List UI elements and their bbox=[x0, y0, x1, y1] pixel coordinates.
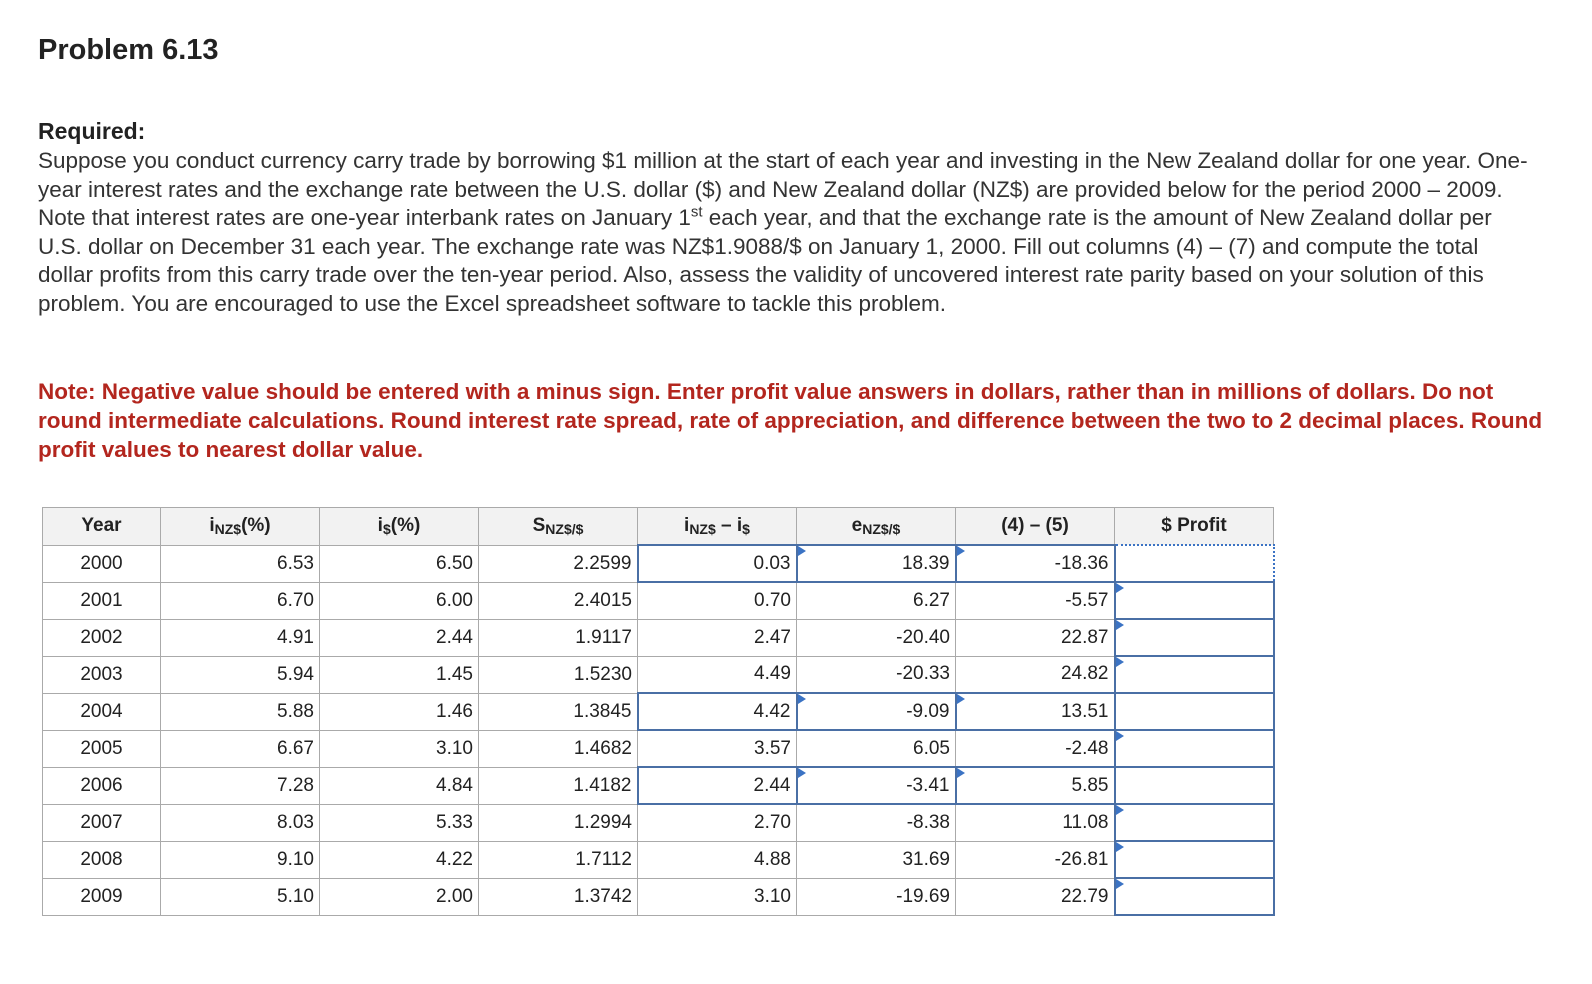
i-us-cell: 1.46 bbox=[320, 693, 479, 730]
difference-cell: 22.79 bbox=[956, 878, 1115, 915]
i-nz-cell: 5.94 bbox=[161, 656, 320, 693]
difference-cell: -5.57 bbox=[956, 582, 1115, 619]
spread-input[interactable]: 4.42 bbox=[638, 693, 797, 730]
table-row bbox=[43, 804, 1274, 841]
table-row bbox=[43, 841, 1274, 878]
i-us-cell: 2.00 bbox=[320, 878, 479, 915]
year-cell: 2000 bbox=[43, 545, 161, 582]
spot-rate-cell: 1.4682 bbox=[479, 730, 638, 767]
spot-rate-cell: 1.7112 bbox=[479, 841, 638, 878]
header-i-nz-suffix: (%) bbox=[241, 515, 271, 537]
spot-rate-cell: 2.4015 bbox=[479, 582, 638, 619]
spread-input[interactable]: 0.03 bbox=[638, 545, 797, 582]
i-us-cell: 6.00 bbox=[320, 582, 479, 619]
i-us-cell: 2.44 bbox=[320, 619, 479, 656]
i-us-cell: 4.84 bbox=[320, 767, 479, 804]
year-cell: 2006 bbox=[43, 767, 161, 804]
difference-cell: 22.87 bbox=[956, 619, 1115, 656]
difference-input[interactable]: 5.85 bbox=[956, 767, 1115, 804]
table-row bbox=[43, 545, 1274, 582]
spot-rate-cell: 1.3845 bbox=[479, 693, 638, 730]
profit-input[interactable] bbox=[1115, 693, 1274, 730]
spot-rate-cell: 2.2599 bbox=[479, 545, 638, 582]
i-nz-cell: 9.10 bbox=[161, 841, 320, 878]
profit-input[interactable] bbox=[1115, 545, 1274, 582]
difference-cell: 24.82 bbox=[956, 656, 1115, 693]
appreciation-cell: -8.38 bbox=[797, 804, 956, 841]
appreciation-input[interactable]: 18.39 bbox=[797, 545, 956, 582]
problem-text-part-2: each year, and that the exchange rate is the amount of New Zealand dollar per U.S. dollar on December 31 each year. The exchange rate was NZ$1.9088/$ on January 1, 2000. Fill out columns (4) – (7) and compute the total dollar profits from this carry trade over the ten-year period. Also, assess the validity of uncovered interest rate parity based on your solution of this problem. You are encouraged to use the Excel spreadsheet software to tackle this problem. bbox=[38, 205, 1492, 316]
ordinal-suffix: st bbox=[690, 203, 703, 221]
table-row bbox=[43, 582, 1274, 619]
header-i-us-suffix: (%) bbox=[390, 515, 421, 537]
i-nz-cell: 7.28 bbox=[161, 767, 320, 804]
table-row bbox=[43, 656, 1274, 693]
i-us-cell: 1.45 bbox=[320, 656, 479, 693]
table-row bbox=[43, 878, 1274, 915]
year-cell: 2008 bbox=[43, 841, 161, 878]
spot-rate-cell: 1.9117 bbox=[479, 619, 638, 656]
header-profit: $ Profit bbox=[1115, 508, 1274, 546]
page-title: Problem 6.13 bbox=[38, 34, 219, 66]
spot-rate-cell: 1.4182 bbox=[479, 767, 638, 804]
i-nz-cell: 6.53 bbox=[161, 545, 320, 582]
appreciation-cell: 6.05 bbox=[797, 730, 956, 767]
header-i-nz bbox=[161, 508, 320, 546]
profit-input[interactable] bbox=[1115, 656, 1274, 693]
spread-cell: 4.88 bbox=[638, 841, 797, 878]
spread-cell: 0.70 bbox=[638, 582, 797, 619]
profit-input[interactable] bbox=[1115, 878, 1274, 915]
i-nz-cell: 4.91 bbox=[161, 619, 320, 656]
header-e-base: e bbox=[851, 515, 863, 536]
table-row bbox=[43, 730, 1274, 767]
i-nz-cell: 6.67 bbox=[161, 730, 320, 767]
year-cell: 2009 bbox=[43, 878, 161, 915]
header-spread-base1: i bbox=[684, 515, 690, 536]
appreciation-input[interactable]: -9.09 bbox=[797, 693, 956, 730]
header-appreciation bbox=[797, 508, 956, 546]
i-nz-cell: 5.88 bbox=[161, 693, 320, 730]
problem-text-part-1: Suppose you conduct currency carry trade by borrowing $1 million at the start of each year and investing in the New Zealand dollar for one year. One-year interest rates and the exchange rate between the U.S. dollar ($) and New Zealand dollar (NZ$) are provided below for the period 2000 – 2009. Note that interest rates are one-year interbank rates on January 1 bbox=[38, 148, 1528, 230]
problem-statement bbox=[38, 147, 1538, 318]
spread-cell: 3.57 bbox=[638, 730, 797, 767]
year-cell: 2005 bbox=[43, 730, 161, 767]
header-s-sub: NZ$/$ bbox=[545, 521, 584, 538]
i-us-cell: 5.33 bbox=[320, 804, 479, 841]
table-row bbox=[43, 619, 1274, 656]
appreciation-cell: -20.33 bbox=[797, 656, 956, 693]
difference-cell: -26.81 bbox=[956, 841, 1115, 878]
difference-cell: -2.48 bbox=[956, 730, 1115, 767]
difference-cell: 11.08 bbox=[956, 804, 1115, 841]
header-difference: (4) – (5) bbox=[956, 508, 1115, 546]
spread-cell: 2.70 bbox=[638, 804, 797, 841]
difference-input[interactable]: 13.51 bbox=[956, 693, 1115, 730]
header-spread bbox=[638, 508, 797, 546]
year-cell: 2003 bbox=[43, 656, 161, 693]
header-year: Year bbox=[43, 508, 161, 546]
i-us-cell: 3.10 bbox=[320, 730, 479, 767]
header-spot-rate bbox=[479, 508, 638, 546]
year-cell: 2007 bbox=[43, 804, 161, 841]
appreciation-cell: -19.69 bbox=[797, 878, 956, 915]
spread-cell: 4.49 bbox=[638, 656, 797, 693]
header-e-sub: NZ$/$ bbox=[862, 521, 901, 537]
year-cell: 2002 bbox=[43, 619, 161, 656]
spread-input[interactable]: 2.44 bbox=[638, 767, 797, 804]
table-row bbox=[43, 767, 1274, 804]
year-cell: 2004 bbox=[43, 693, 161, 730]
i-us-cell: 4.22 bbox=[320, 841, 479, 878]
header-i-nz-sub: NZ$ bbox=[214, 521, 242, 538]
i-nz-cell: 5.10 bbox=[161, 878, 320, 915]
header-i-nz-base: i bbox=[209, 515, 215, 537]
i-nz-cell: 8.03 bbox=[161, 804, 320, 841]
header-s-base: S bbox=[532, 515, 546, 537]
profit-input[interactable] bbox=[1115, 730, 1274, 767]
spot-rate-cell: 1.2994 bbox=[479, 804, 638, 841]
header-spread-sub2: $ bbox=[742, 521, 750, 537]
profit-input[interactable] bbox=[1115, 619, 1274, 656]
spread-cell: 2.47 bbox=[638, 619, 797, 656]
appreciation-cell: 31.69 bbox=[797, 841, 956, 878]
profit-input[interactable] bbox=[1115, 582, 1274, 619]
appreciation-cell: 6.27 bbox=[797, 582, 956, 619]
profit-input[interactable] bbox=[1115, 804, 1274, 841]
header-i-us-base: i bbox=[377, 515, 383, 537]
carry-trade-table bbox=[42, 507, 1275, 916]
spread-cell: 3.10 bbox=[638, 878, 797, 915]
spot-rate-cell: 1.5230 bbox=[479, 656, 638, 693]
appreciation-cell: -20.40 bbox=[797, 619, 956, 656]
spot-rate-cell: 1.3742 bbox=[479, 878, 638, 915]
appreciation-input[interactable]: -3.41 bbox=[797, 767, 956, 804]
note-instructions: Note: Negative value should be entered with a minus sign. Enter profit value answers in dollars, rather than in millions of dollars. Do not round intermediate calculations. Round interest rate spread, rate of appreciation, and difference between the two to 2 decimal places. Round profit values to nearest dollar value. bbox=[38, 379, 1543, 462]
i-us-cell: 6.50 bbox=[320, 545, 479, 582]
header-spread-mid: – i bbox=[715, 515, 743, 536]
year-cell: 2001 bbox=[43, 582, 161, 619]
i-nz-cell: 6.70 bbox=[161, 582, 320, 619]
header-spread-sub1: NZ$ bbox=[689, 521, 716, 537]
table-row bbox=[43, 693, 1274, 730]
difference-input[interactable]: -18.36 bbox=[956, 545, 1115, 582]
required-label: Required: bbox=[38, 118, 146, 144]
header-i-us-sub: $ bbox=[382, 521, 391, 538]
profit-input[interactable] bbox=[1115, 841, 1274, 878]
table-header-row bbox=[43, 508, 1274, 546]
profit-input[interactable] bbox=[1115, 767, 1274, 804]
header-i-us bbox=[320, 508, 479, 546]
